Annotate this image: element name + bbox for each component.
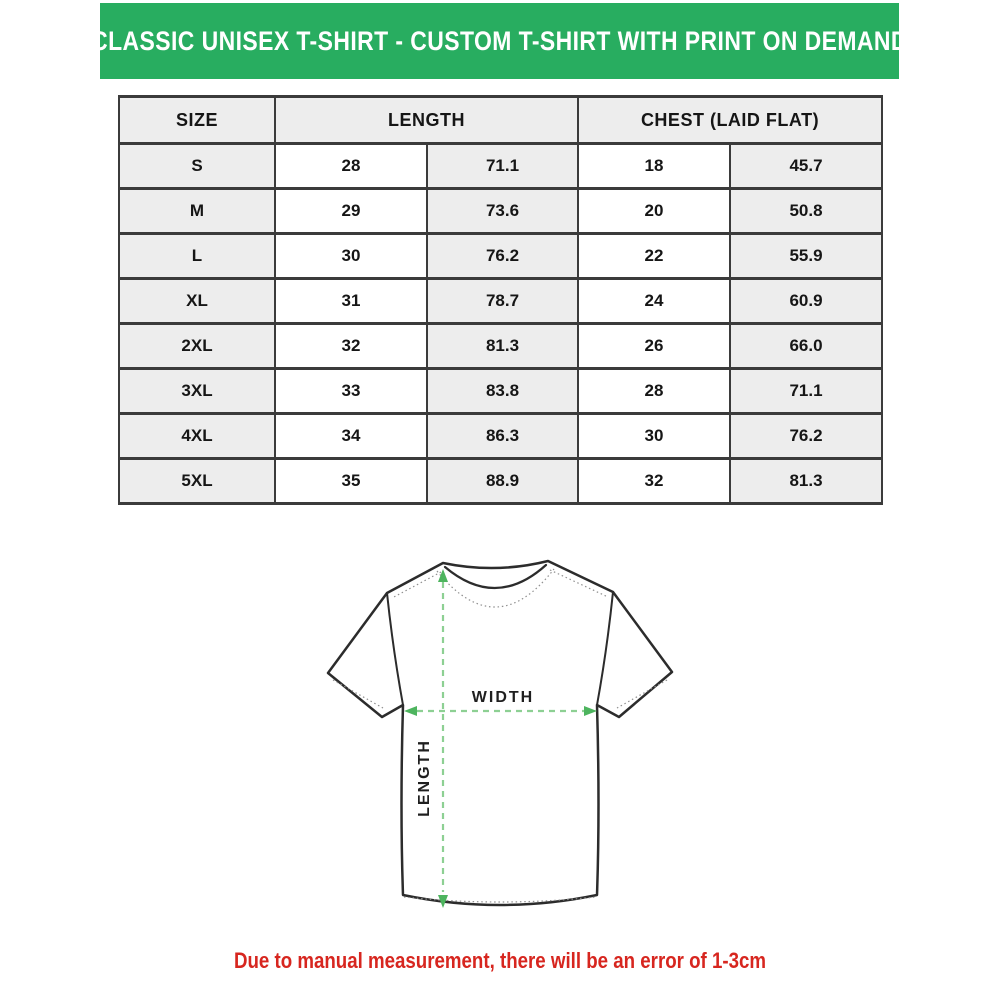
length-label: LENGTH <box>416 739 433 817</box>
length-in-cell: 32 <box>275 324 427 369</box>
table-row <box>119 414 882 459</box>
size-cell: S <box>119 144 275 189</box>
chest-in-cell: 26 <box>578 324 730 369</box>
length-cm-cell: 83.8 <box>427 369 578 414</box>
table-row <box>119 144 882 189</box>
length-cm-cell: 81.3 <box>427 324 578 369</box>
chest-in-cell: 28 <box>578 369 730 414</box>
length-in-cell: 33 <box>275 369 427 414</box>
column-header-length: LENGTH <box>275 97 578 144</box>
size-cell: 2XL <box>119 324 275 369</box>
length-in-cell: 28 <box>275 144 427 189</box>
chest-in-cell: 22 <box>578 234 730 279</box>
tshirt-diagram <box>320 548 680 928</box>
measurement-note-text: Due to manual measurement, there will be an error of 1-3cm <box>233 948 767 973</box>
length-cm-cell: 76.2 <box>427 234 578 279</box>
size-cell: L <box>119 234 275 279</box>
width-label: WIDTH <box>471 689 535 706</box>
length-cm-cell: 88.9 <box>427 459 578 504</box>
length-in-cell: 31 <box>275 279 427 324</box>
length-cm-cell: 71.1 <box>427 144 578 189</box>
length-cm-cell: 86.3 <box>427 414 578 459</box>
size-cell: M <box>119 189 275 234</box>
table-row <box>119 324 882 369</box>
measurement-note <box>0 948 1000 974</box>
size-cell: XL <box>119 279 275 324</box>
chest-in-cell: 24 <box>578 279 730 324</box>
length-in-cell: 29 <box>275 189 427 234</box>
chest-in-cell: 20 <box>578 189 730 234</box>
chest-cm-cell: 55.9 <box>730 234 882 279</box>
table-header-row <box>119 97 882 144</box>
chest-cm-cell: 50.8 <box>730 189 882 234</box>
size-cell: 3XL <box>119 369 275 414</box>
chest-in-cell: 18 <box>578 144 730 189</box>
length-in-cell: 34 <box>275 414 427 459</box>
tshirt-body-outline <box>328 561 672 905</box>
chest-cm-cell: 45.7 <box>730 144 882 189</box>
length-in-cell: 30 <box>275 234 427 279</box>
page-title: CLASSIC UNISEX T-SHIRT - CUSTOM T-SHIRT WITH PRINT ON DEMAND <box>91 25 908 56</box>
table-row <box>119 369 882 414</box>
size-cell: 4XL <box>119 414 275 459</box>
chest-cm-cell: 66.0 <box>730 324 882 369</box>
length-cm-cell: 78.7 <box>427 279 578 324</box>
table-row <box>119 189 882 234</box>
chest-cm-cell: 60.9 <box>730 279 882 324</box>
title-banner <box>91 3 908 79</box>
chest-in-cell: 32 <box>578 459 730 504</box>
chest-in-cell: 30 <box>578 414 730 459</box>
column-header-chest: CHEST (LAID FLAT) <box>578 97 882 144</box>
chest-cm-cell: 81.3 <box>730 459 882 504</box>
size-cell: 5XL <box>119 459 275 504</box>
chest-cm-cell: 76.2 <box>730 414 882 459</box>
length-in-cell: 35 <box>275 459 427 504</box>
table-row <box>119 459 882 504</box>
size-table <box>118 95 883 505</box>
column-header-size: SIZE <box>119 97 275 144</box>
chest-cm-cell: 71.1 <box>730 369 882 414</box>
table-row <box>119 279 882 324</box>
length-cm-cell: 73.6 <box>427 189 578 234</box>
size-table-body <box>119 144 882 504</box>
table-row <box>119 234 882 279</box>
